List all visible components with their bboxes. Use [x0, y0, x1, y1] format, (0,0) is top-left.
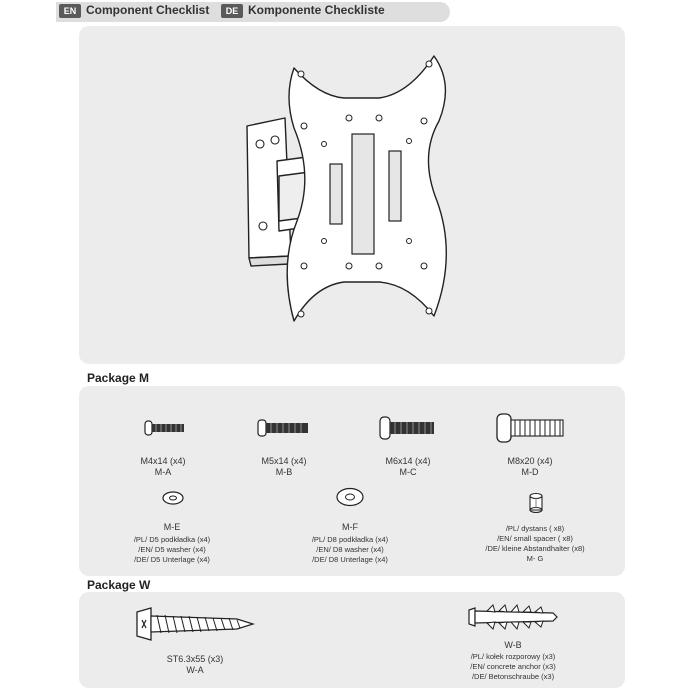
wall-anchor-en: /EN/ concrete anchor (x3) [470, 662, 556, 671]
washer-d8-icon [335, 486, 365, 508]
wall-anchor-code: W-B [504, 640, 522, 650]
wall-anchor-pl: /PL/ kołek rozporowy (x3) [470, 652, 556, 661]
spacer-pl: /PL/ dystans ( x8) [505, 524, 565, 533]
bolt-m8-icon [495, 412, 567, 444]
en-title: Component Checklist [86, 3, 210, 17]
de-title: Komponente Checkliste [248, 3, 385, 17]
washer-d5-pl: /PL/ D5 podkładka (x4) [133, 535, 211, 544]
washer-d5-icon [161, 490, 185, 506]
bolt-m5-icon [256, 417, 312, 439]
washer-d8-en: /EN/ D8 washer (x4) [316, 545, 384, 554]
bolt-m8-size: M8x20 (x4) [507, 456, 553, 466]
washer-d5-de: /DE/ D5 Unterlage (x4) [134, 555, 210, 564]
bolt-m5-size: M5x14 (x4) [261, 456, 307, 466]
bolt-m5-code: M-B [275, 467, 293, 477]
package-w-title: Package W [87, 578, 151, 592]
de-tag: DE [221, 4, 243, 18]
bolt-m6-code: M-C [399, 467, 417, 477]
bolt-m4-code: M-A [154, 467, 172, 477]
spacer-code: M- G [526, 554, 544, 563]
bolt-m4-icon [143, 418, 187, 438]
washer-d8-code: M-F [342, 522, 358, 532]
washer-d8-de: /DE/ D8 Unterlage (x4) [312, 555, 388, 564]
washer-d8-pl: /PL/ D8 podkładka (x4) [311, 535, 389, 544]
bolt-m6-size: M6x14 (x4) [385, 456, 431, 466]
spacer-de: /DE/ kleine Abstandhalter (x8) [485, 544, 585, 553]
en-tag: EN [59, 4, 81, 18]
wall-bracket-illustration [79, 26, 625, 364]
washer-d5-en: /EN/ D5 washer (x4) [138, 545, 206, 554]
wood-screw-size: ST6.3x55 (x3) [166, 654, 224, 664]
spacer-icon [528, 492, 544, 514]
wall-anchor-de: /DE/ Betonschraube (x3) [471, 672, 555, 681]
package-m-title: Package M [87, 371, 150, 385]
bolt-m6-icon [378, 415, 438, 441]
washer-d5-code: M-E [163, 522, 181, 532]
bolt-m4-size: M4x14 (x4) [140, 456, 186, 466]
wood-screw-icon [133, 604, 257, 644]
wall-anchor-icon [465, 602, 561, 632]
spacer-en: /EN/ small spacer ( x8) [497, 534, 573, 543]
wood-screw-code: W-A [186, 665, 204, 675]
bolt-m8-code: M-D [521, 467, 539, 477]
